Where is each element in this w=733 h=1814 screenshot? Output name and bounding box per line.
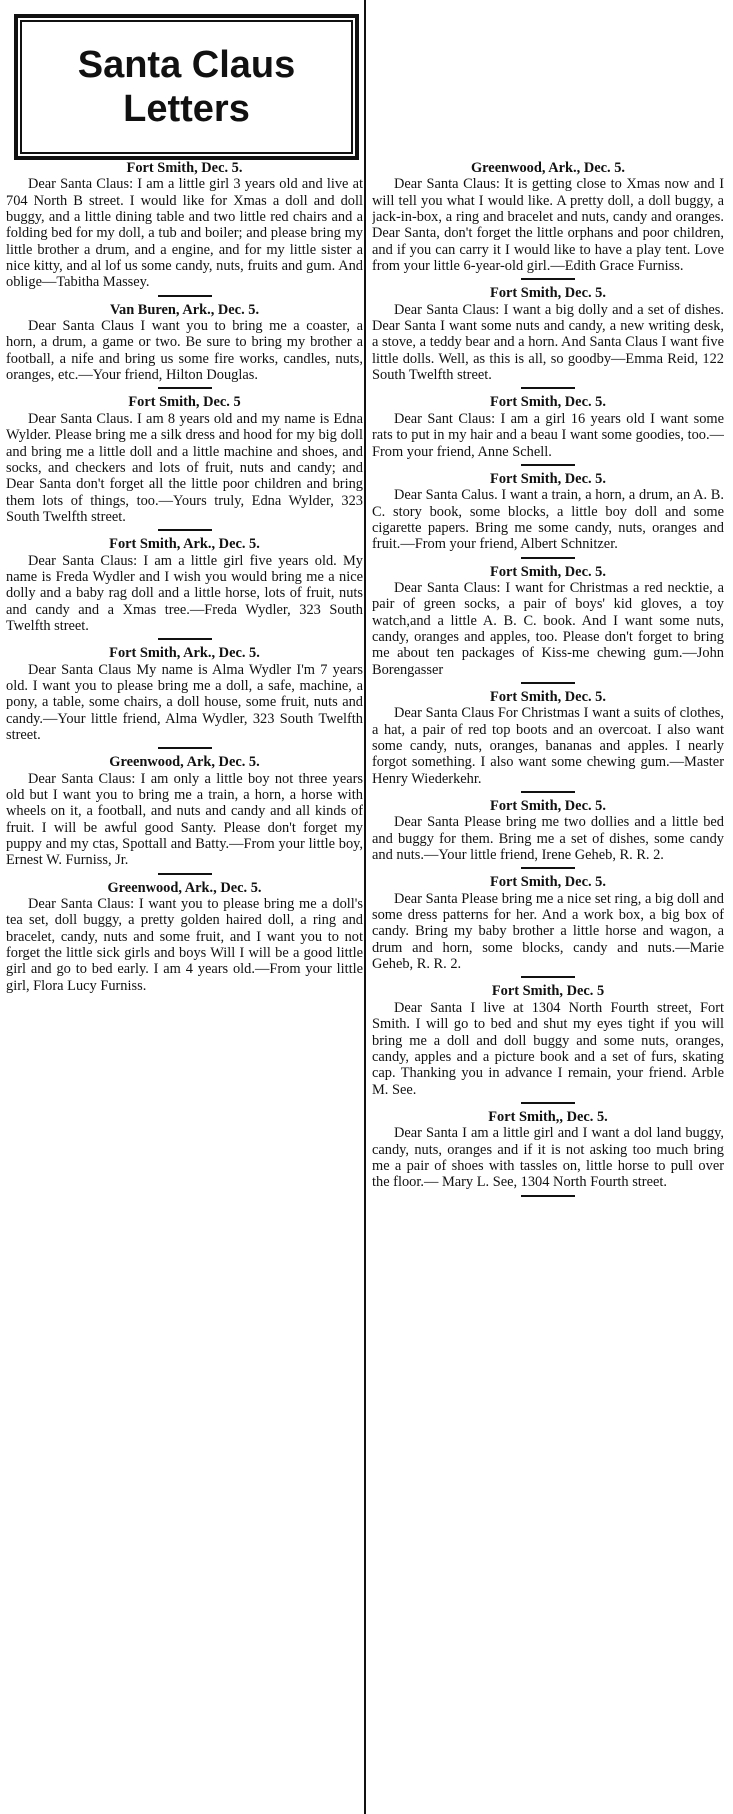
headline-box xyxy=(14,14,359,160)
letter-body: Dear Santa Please bring me two dollies and a little bed and buggy for them. Bring me a set of dishes, some candy and nuts.—Your little friend, Irene Geheb, R. R. 2. xyxy=(372,814,724,864)
letter-5 xyxy=(6,645,363,743)
letter-8 xyxy=(372,160,724,274)
letter-11 xyxy=(372,471,724,553)
letter-dateline: Fort Smith, Dec. 5. xyxy=(490,563,606,580)
letter-separator xyxy=(521,387,575,389)
letter-body: Dear Santa Claus: I am a little girl five years old. My name is Freda Wydler and I wish you would bring me a nice dolly and a baby rag doll and a little horse, lots of fruit, nuts and candy and a Xmas tree.—Freda Wydler, 323 South Twelfth street. xyxy=(6,552,363,634)
letter-9 xyxy=(372,285,724,383)
letter-separator xyxy=(521,1195,575,1197)
letter-body: Dear Santa Claus For Christmas I want a suits of clothes, a hat, a pair of red top boots and an overcoat. I also want some candy, nuts, oranges, bananas and apples. I nearly forgot something. I also want some chewing gum.—Master Henry Wiederkehr. xyxy=(372,705,724,787)
letter-body: Dear Santa Claus: I want you to please bring me a doll's tea set, doll buggy, a pretty golden haired doll, a ring and bracelet, candy, nuts and some fruit, and I want you to not forget the little sick girls and boys Will I will be a good little girl and go to bed early. I am 4 years old.—From your little girl, Flora Lucy Furniss. xyxy=(6,896,363,994)
letter-dateline: Fort Smith, Dec. 5. xyxy=(490,470,606,487)
letter-dateline: Fort Smith, Ark., Dec. 5. xyxy=(109,645,260,662)
letter-separator xyxy=(521,976,575,978)
letter-6 xyxy=(6,754,363,868)
letter-dateline: Fort Smith, Dec. 5. xyxy=(490,688,606,705)
letter-body: Dear Santa Calus. I want a train, a horn, a drum, an A. B. C. story book, some blocks, a little boy doll and some cigarette papers. Bring me some candy, nuts, oranges and fruit.—From your friend, Albert Schnitzer. xyxy=(372,487,724,553)
letter-dateline: Fort Smith, Dec. 5 xyxy=(491,983,605,1000)
letter-dateline: Fort Smith, Dec. 5. xyxy=(126,160,243,176)
letter-separator xyxy=(158,638,212,640)
letter-17 xyxy=(372,1109,724,1191)
letter-dateline: Fort Smith, Dec. 5 xyxy=(128,394,241,411)
letter-13 xyxy=(372,689,724,787)
letter-separator xyxy=(158,295,212,297)
letter-separator xyxy=(158,387,212,389)
letter-separator xyxy=(521,682,575,684)
letter-body: Dear Santa I live at 1304 North Fourth street, Fort Smith. I will go to bed and shut my eyes tight if you will bring me a doll and doll buggy and some nuts, oranges, candy, apples and a picture book and a set of furs, skating cap. Thanking you in advance I remain, your friend. Arble M. See. xyxy=(372,999,724,1098)
letter-dateline: Fort Smith, Dec. 5. xyxy=(490,798,606,815)
letter-4 xyxy=(6,536,363,634)
letter-separator xyxy=(521,791,575,793)
letter-14 xyxy=(372,798,724,863)
letter-dateline: Van Buren, Ark., Dec. 5. xyxy=(109,301,260,318)
letter-body: Dear Santa Claus: It is getting close to Xmas now and I will tell you what I would like. A pretty doll, a doll buggy, a jack-in-box, a ring and bracelet and nuts, candy and oranges. Dear Santa, don't forget the little orphans and poor children, and if you can carry it I would like to have a play tent. Love from your little 6-year-old girl.—Edith Grace Furniss. xyxy=(372,176,724,275)
letter-10 xyxy=(372,394,724,459)
letter-dateline: Fort Smith, Dec. 5. xyxy=(490,285,606,302)
letter-separator xyxy=(158,529,212,531)
letter-1 xyxy=(6,160,363,291)
letter-separator xyxy=(521,278,575,280)
letter-separator xyxy=(521,1102,575,1104)
letter-dateline: Greenwood, Ark., Dec. 5. xyxy=(470,160,626,176)
letter-body: Dear Santa Claus: I am a little girl 3 years old and live at 704 North B street. I would like for Xmas a doll and doll buggy, and a little dining table and two little red chairs and a folding bed for my doll, a tub and boiler; and please bring my little brother a drum, and a engine, and for my little sister a nice kitty, and al lof us some candy, nuts, fruits and gum. And oblige—Tabitha Massey. xyxy=(6,176,363,291)
letter-separator xyxy=(158,873,212,875)
letter-separator xyxy=(521,464,575,466)
right-column xyxy=(372,0,724,1202)
letter-16 xyxy=(372,983,724,1097)
column-rule xyxy=(364,0,366,1814)
letter-body: Dear Sant Claus: I am a girl 16 years old I want some rats to put in my hair and a beau I want some goodies, too.—From your friend, Anne Schell. xyxy=(372,410,724,460)
letter-separator xyxy=(158,747,212,749)
letter-2 xyxy=(6,302,363,384)
letter-body: Dear Santa Claus: I am only a little boy not three years old but I want you to bring me a train, a horn, a horse with wheels on it, a football, and nuts and candy and all kinds of fruit. I will be awful good Santy. Please don't forget my puppy and my ctas, Spottall and Batty.—From your little boy, Ernest W. Furniss, Jr. xyxy=(6,770,363,869)
letter-body: Dear Santa Claus. I am 8 years old and my name is Edna Wylder. Please bring me a silk dress and hood for my big doll and bring me a little doll and a little machine and shoes, and socks, and checkers and lots of fruit, nuts and candy; and Dear Santa don't forget all the little poor children and bring them lots of things, too.—Yours truly, Edna Wylder, 323 South Twelfth street. xyxy=(6,410,363,525)
letter-7 xyxy=(6,880,363,994)
letter-3 xyxy=(6,394,363,525)
letter-dateline: Greenwood, Ark, Dec. 5. xyxy=(109,754,260,771)
letter-separator xyxy=(521,557,575,559)
letter-body: Dear Santa Claus: I want for Christmas a red necktie, a pair of green socks, a pair of boys' kid gloves, a toy watch,and a little A. B. C. book. And I want some nuts, candy, oranges and apples, too. Please don't forget to bring me about ten packages of Kiss-me chewing gum.—John Borengasser xyxy=(372,579,724,678)
letter-15 xyxy=(372,874,724,972)
letter-body: Dear Santa I am a little girl and I want a dol land buggy, candy, nuts, oranges and if it is not asking too much bring me a pair of shoes with tassles on, little horse to pull over the floor.— Mary L. See, 1304 North Fourth street. xyxy=(372,1125,724,1191)
headline-line-2: Letters xyxy=(123,88,250,130)
headline-line-1: Santa Claus xyxy=(77,44,296,86)
left-column xyxy=(6,0,363,994)
letter-dateline: Fort Smith, Dec. 5. xyxy=(490,394,606,411)
letter-body: Dear Santa Claus I want you to bring me a coaster, a horn, a drum, a game or two. Be sure to bring my brother a football, a nife and bring us some fire works, candles, nuts, oranges, etc.—Your friend, Hilton Douglas. xyxy=(6,318,363,384)
letter-separator xyxy=(521,867,575,869)
letter-dateline: Fort Smith,, Dec. 5. xyxy=(488,1108,608,1125)
letter-body: Dear Santa Claus My name is Alma Wydler I'm 7 years old. I want you to please bring me a doll, a safe, machine, a pony, a table, some chairs, a doll house, some fruit, nuts and candy.—Your little friend, Alma Wydler, 323 South Twelfth street. xyxy=(6,661,363,743)
letter-dateline: Fort Smith, Dec. 5. xyxy=(490,874,606,891)
letter-body: Dear Santa Please bring me a nice set ring, a big doll and some dress patterns for her. And a work box, a big box of candy. Bring my baby brother a little horse and wagon, a drum and horn, some blocks, candy and nuts.—Marie Geheb, R. R. 2. xyxy=(372,890,724,973)
letter-12 xyxy=(372,564,724,678)
letter-body: Dear Santa Claus: I want a big dolly and a set of dishes. Dear Santa I want some nuts and candy, a new writing desk, a stove, a teddy bear and a horn. And Santa Claus I want five little dolls. Well, as this is all, so goodby—Emma Reid, 122 South Twelfth street. xyxy=(372,301,724,384)
letter-dateline: Greenwood, Ark., Dec. 5. xyxy=(107,879,262,896)
letter-dateline: Fort Smith, Ark., Dec. 5. xyxy=(109,536,260,553)
